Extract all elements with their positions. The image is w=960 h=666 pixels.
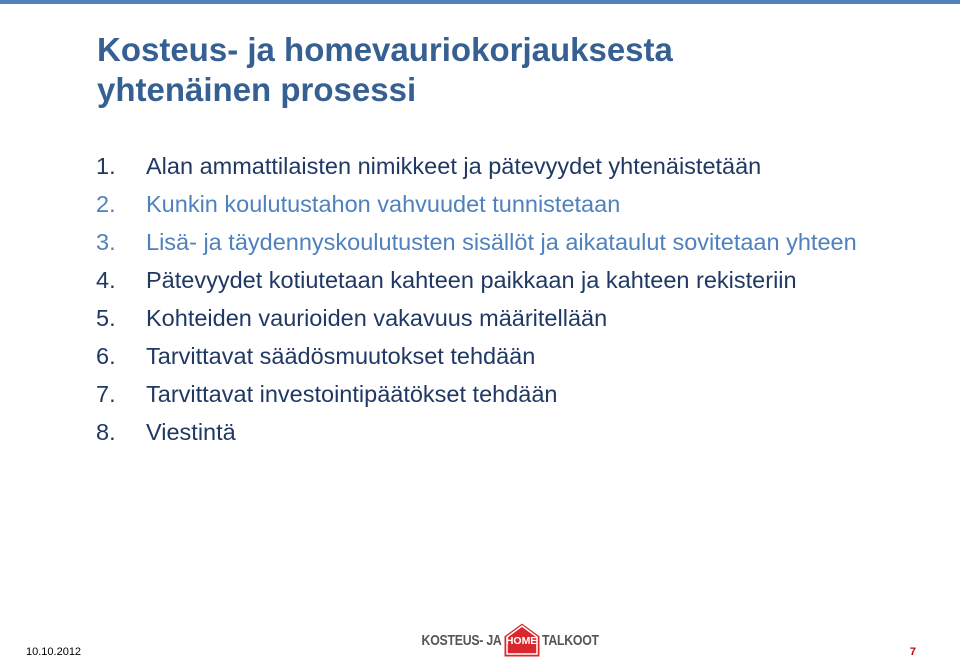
list-item-text: Kunkin koulutustahon vahvuudet tunnistetaan (146, 191, 621, 217)
list-item (0, 189, 960, 220)
logo-text-right: TALKOOT (541, 631, 599, 649)
list-item-number: 1. (96, 153, 116, 179)
slide-title-line-2: yhtenäinen prosessi (97, 71, 417, 108)
list-item-text: Tarvittavat investointipäätökset tehdään (146, 381, 558, 407)
list-item-text: Tarvittavat säädösmuutokset tehdään (146, 343, 536, 369)
process-steps-list (0, 151, 960, 448)
list-item-text: Lisä- ja täydennyskoulutusten sisällöt ja aikataulut sovitetaan yhteen (146, 229, 857, 255)
kosteus-ja-hometalkoot-logo (404, 622, 611, 658)
house-icon (503, 622, 541, 658)
list-item-number: 3. (96, 229, 116, 255)
logo-text-home: HOME (505, 635, 538, 647)
list-item (0, 227, 960, 258)
slide-title-line-1: Kosteus- ja homevauriokorjauksesta (97, 31, 673, 68)
list-item-number: 6. (96, 343, 116, 369)
list-item-number: 4. (96, 267, 116, 293)
list-item-text: Pätevyydet kotiutetaan kahteen paikkaan ja kahteen rekisteriin (146, 267, 797, 293)
list-item (0, 303, 960, 334)
list-item (0, 151, 960, 182)
logo-text-left: KOSTEUS- JA (421, 631, 502, 649)
top-accent-bar (0, 0, 960, 4)
list-item (0, 417, 960, 448)
list-item-number: 8. (96, 419, 116, 445)
list-item-text: Viestintä (146, 419, 236, 445)
page-number: 7 (909, 646, 916, 658)
list-item-number: 2. (96, 191, 116, 217)
list-item (0, 265, 960, 296)
list-item-number: 7. (96, 381, 116, 407)
list-item-text: Alan ammattilaisten nimikkeet ja pätevyydet yhtenäistetään (146, 153, 762, 179)
list-item (0, 379, 960, 410)
slide-title (97, 30, 917, 110)
footer-date: 10.10.2012 (26, 646, 82, 658)
list-item-number: 5. (96, 305, 116, 331)
list-item (0, 341, 960, 372)
list-item-text: Kohteiden vaurioiden vakavuus määritellään (146, 305, 608, 331)
